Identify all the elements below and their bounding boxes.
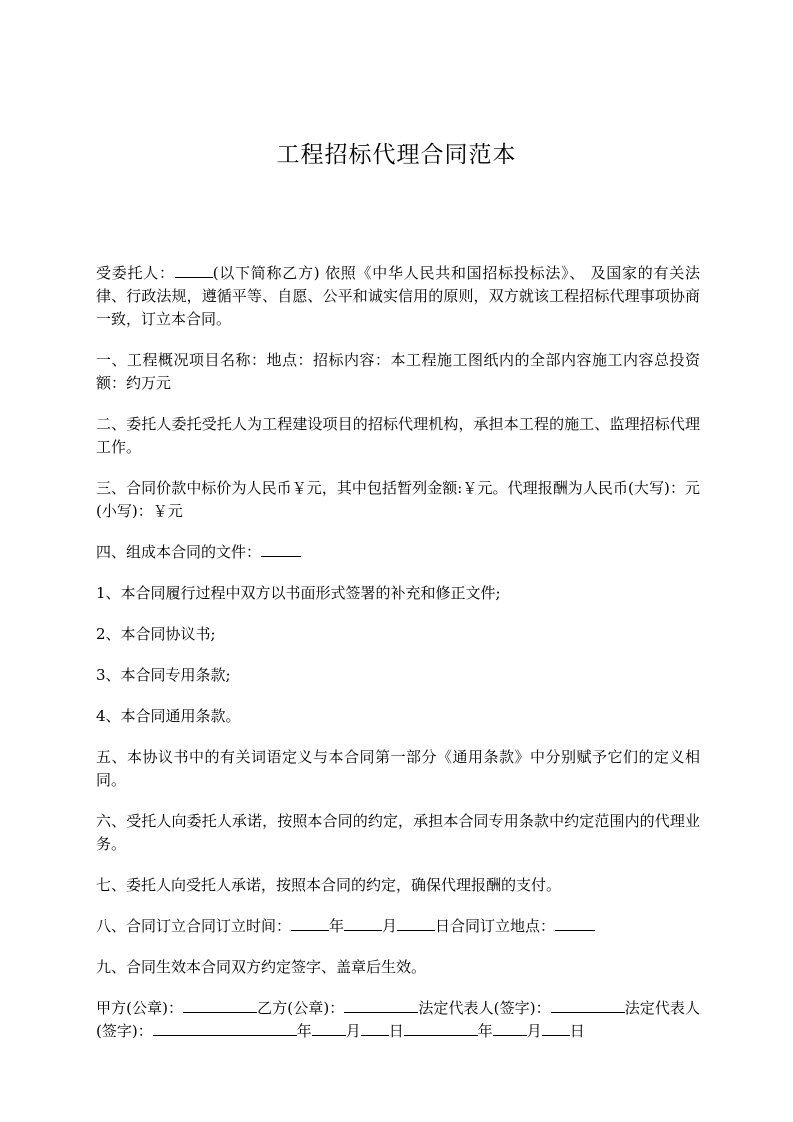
intro-paragraph xyxy=(96,262,700,331)
month-blank xyxy=(344,916,382,931)
clause-4-item-1: 1、本合同履行过程中双方以书面形式签署的补充和修正文件; xyxy=(96,584,501,602)
legal-rep-1-blank xyxy=(551,998,625,1013)
clause-1: 一、工程概况项目名称：地点：招标内容：本工程施工图纸内的全部内容施工内容总投资额：约万元 xyxy=(96,351,700,392)
clause-8-month: 月 xyxy=(382,917,398,935)
clause-4-item-3: 3、本合同专用条款; xyxy=(96,666,231,684)
sign-month-2: 月 xyxy=(526,1022,542,1040)
clause-3: 三、合同价款中标价为人民币￥元，其中包括暂列金额:￥元。代理报酬为人民币(大写)：元(小写)：￥元 xyxy=(96,479,700,520)
clause-7: 七、委托人向受托人承诺，按照本合同的约定，确保代理报酬的支付。 xyxy=(96,876,562,894)
party-a-label: 甲方(公章)： xyxy=(96,999,184,1017)
clause-5: 五、本协议书中的有关词语定义与本合同第一部分《通用条款》中分别赋予它们的定义相同。 xyxy=(96,748,700,789)
sign-day-1-blank xyxy=(361,1021,389,1036)
place-blank xyxy=(555,916,595,931)
year-blank xyxy=(291,916,329,931)
document-body xyxy=(96,262,700,1061)
documents-blank xyxy=(261,542,301,557)
sign-year-1: 年 xyxy=(296,1022,312,1040)
party-b-seal-blank xyxy=(344,998,418,1013)
clause-4 xyxy=(96,541,700,564)
clause-4-text: 四、组成本合同的文件： xyxy=(96,543,262,561)
day-blank xyxy=(397,916,435,931)
agent-name-blank xyxy=(175,263,213,278)
clause-4-item-4: 4、本合同通用条款。 xyxy=(96,707,241,725)
clause-4-item-2: 2、本合同协议书; xyxy=(96,625,216,643)
legal-rep-label-2: 法定代表人(签字)： xyxy=(96,999,700,1040)
clause-8-year: 年 xyxy=(329,917,345,935)
sign-day-2: 日 xyxy=(569,1022,585,1040)
sign-month-2-blank xyxy=(493,1021,527,1036)
intro-label: 受委托人： xyxy=(96,264,175,282)
clause-9: 九、合同生效本合同双方约定签字、盖章后生效。 xyxy=(96,958,427,976)
sign-month-1: 月 xyxy=(345,1022,361,1040)
party-a-seal-blank xyxy=(183,998,257,1013)
signature-block xyxy=(96,997,700,1043)
legal-rep-2-blank xyxy=(153,1021,297,1036)
clause-6: 六、受托人向委托人承诺，按照本合同的约定，承担本合同专用条款中约定范围内的代理业务。 xyxy=(96,812,700,853)
clause-8-day-place: 日合同订立地点： xyxy=(435,917,556,935)
sign-year-2-blank xyxy=(404,1021,478,1036)
legal-rep-label-1: 法定代表人(签字)： xyxy=(418,999,551,1017)
document-title: 工程招标代理合同范本 xyxy=(276,142,517,168)
sign-day-2-blank xyxy=(542,1021,570,1036)
sign-year-2: 年 xyxy=(477,1022,493,1040)
intro-text: (以下简称乙方) 依照《中华人民共和国招标投标法》、 及国家的有关法律、行政法规，遵循平等、自愿、公平和诚实信用的原则，双方就该工程招标代理事项协商一致，订立本合同。 xyxy=(96,264,700,328)
clause-8-prefix: 八、合同订立合同订立时间： xyxy=(96,917,292,935)
clause-2: 二、委托人委托受托人为工程建设项目的招标代理机构，承担本工程的施工、监理招标代理工作。 xyxy=(96,415,700,456)
clause-8 xyxy=(96,915,700,938)
sign-day-1: 日 xyxy=(388,1022,404,1040)
party-b-label: 乙方(公章)： xyxy=(257,999,345,1017)
sign-month-1-blank xyxy=(312,1021,346,1036)
